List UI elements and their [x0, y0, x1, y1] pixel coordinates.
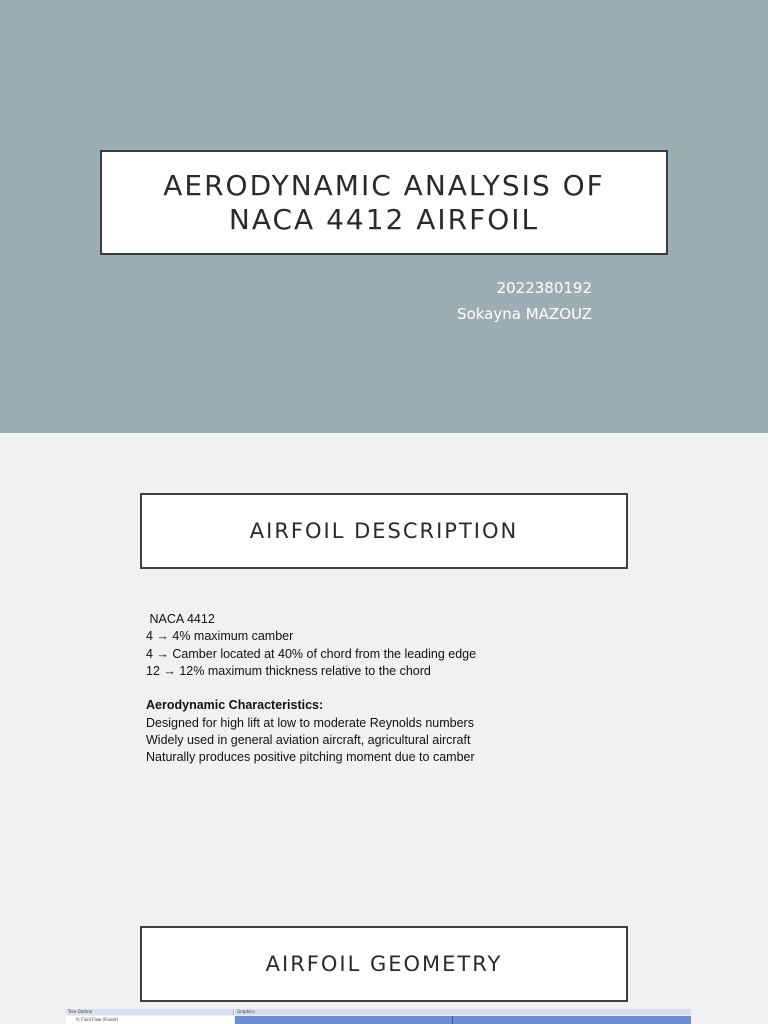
- software-screenshot: [66, 1009, 691, 1024]
- description-line: NACA 4412: [146, 612, 215, 626]
- graphics-header-label: Graphics: [237, 1009, 255, 1014]
- student-id: 2022380192: [496, 279, 592, 297]
- characteristic-line: Designed for high lift at low to moderate Reynolds numbers: [146, 715, 474, 730]
- graphics-viewport: [235, 1016, 691, 1024]
- graphics-panel-header: [235, 1009, 691, 1015]
- characteristics-heading: Aerodynamic Characteristics:: [146, 698, 324, 713]
- characteristic-line: Naturally produces positive pitching moment due to camber: [146, 750, 475, 765]
- characteristic-line: Widely used in general aviation aircraft, agricultural aircraft: [146, 733, 471, 748]
- description-line: 4 → Camber located at 40% of chord from the leading edge: [146, 646, 477, 661]
- paragraph-gap: [146, 680, 626, 697]
- outline-panel-header: [66, 1009, 234, 1015]
- geometry-heading-box: [140, 926, 628, 1002]
- description-heading-box: [140, 493, 628, 569]
- author-name: Sokayna MAZOUZ: [457, 305, 592, 323]
- tree-item: A: Fluid Flow (Fluent): [76, 1017, 119, 1022]
- outline-header-label: Tree Outline: [68, 1009, 93, 1014]
- description-heading: AIRFOIL DESCRIPTION: [249, 519, 519, 543]
- outline-tree: [66, 1016, 234, 1024]
- description-line: 12 → 12% maximum thickness relative to the chord: [146, 663, 431, 678]
- title-box: [100, 150, 668, 255]
- title-line-2: NACA 4412 AIRFOIL: [228, 202, 540, 236]
- description-body: [146, 611, 626, 767]
- geometry-heading: AIRFOIL GEOMETRY: [265, 952, 503, 976]
- title-line-1: AERODYNAMIC ANALYSIS OF: [163, 168, 605, 202]
- description-line: 4 → 4% maximum camber: [146, 629, 294, 644]
- graphics-axis-line: [452, 1016, 453, 1024]
